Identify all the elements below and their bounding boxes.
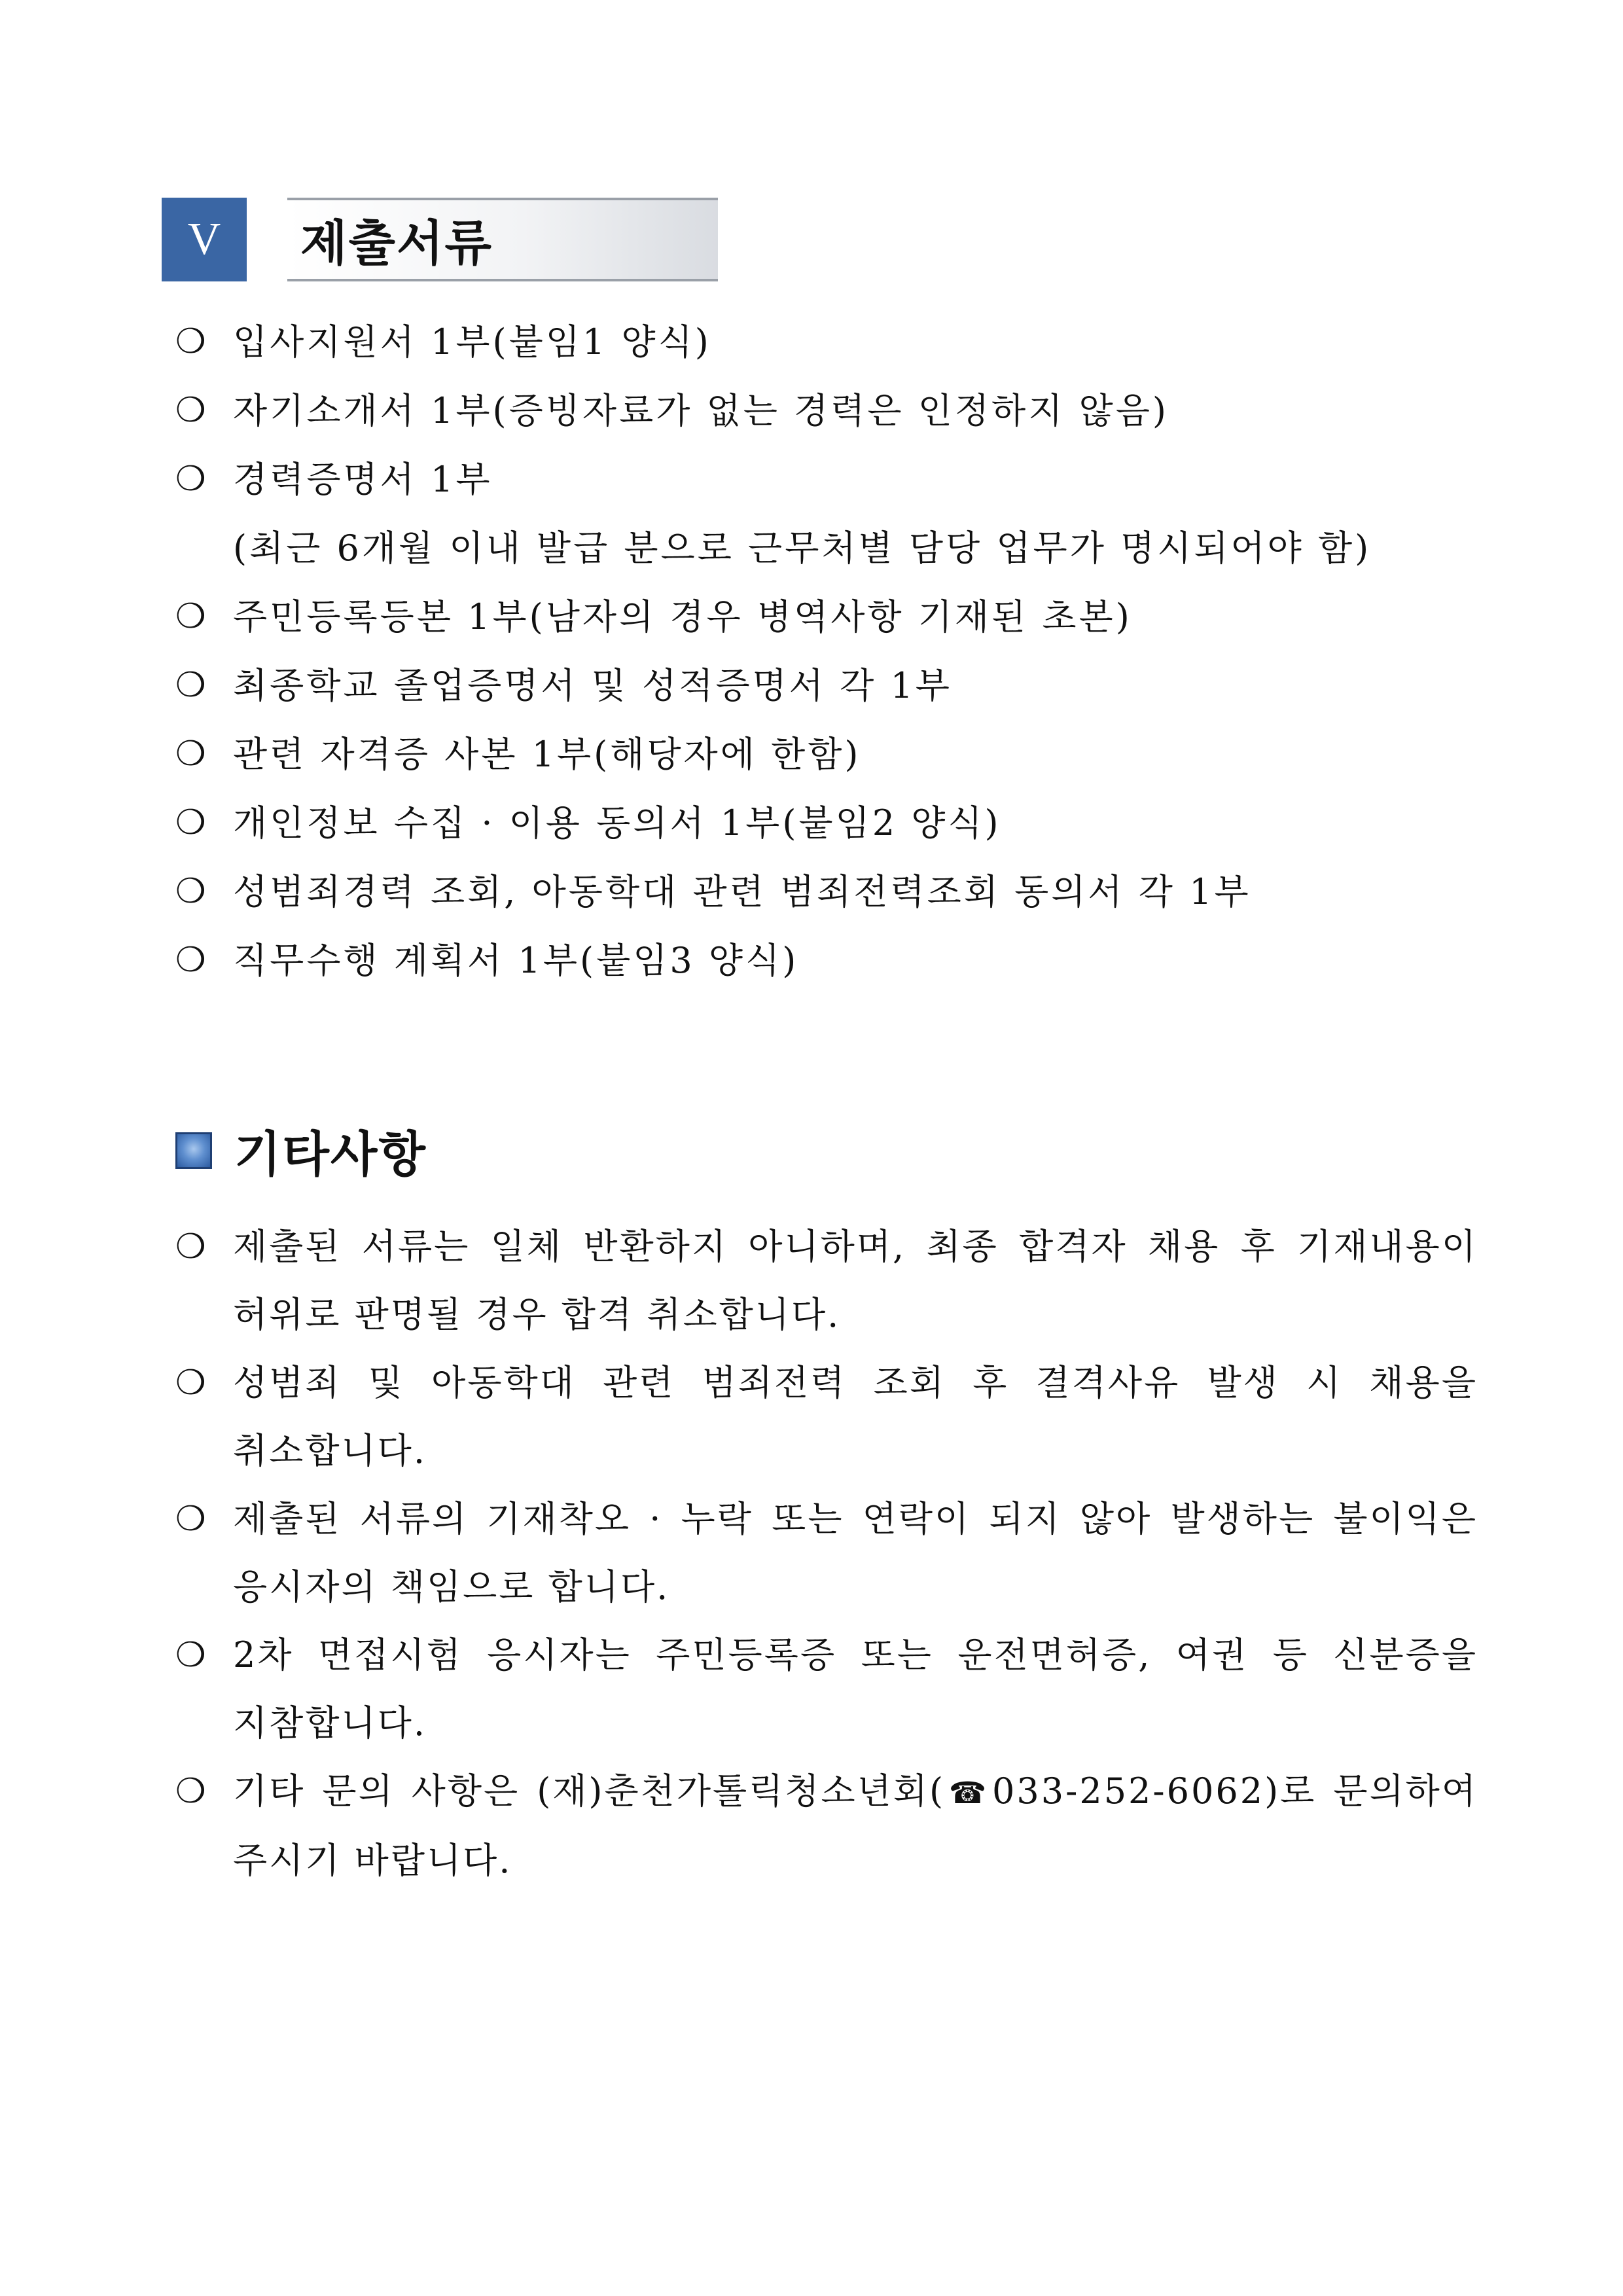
bullet-circle-icon: ❍	[175, 1772, 206, 1811]
documents-list	[175, 308, 1478, 995]
bullet-circle-icon: ❍	[175, 1363, 206, 1403]
list-item: ❍ 자기소개서 1부(증빙자료가 없는 경력은 인정하지 않음)	[175, 376, 1478, 445]
bullet-circle-icon: ❍	[175, 391, 206, 430]
bullet-circle-icon: ❍	[175, 1499, 206, 1539]
bullet-circle-icon: ❍	[175, 872, 206, 911]
misc-header	[175, 1118, 427, 1183]
list-item: ❍ 주민등록등본 1부(남자의 경우 병역사항 기재된 초본)	[175, 583, 1478, 651]
section-number-box: V	[162, 198, 247, 281]
list-item-continuation: (최근 6개월 이내 발급 분으로 근무처별 담당 업무가 명시되어야 함)	[233, 528, 1372, 569]
list-item: ❍ 최종학교 졸업증명서 및 성적증명서 각 1부	[175, 651, 1478, 720]
bullet-circle-icon: ❍	[175, 459, 206, 499]
list-item: ❍ 제출된 서류의 기재착오 · 누락 또는 연락이 되지 않아 발생하는 불이익은 응시자의 책임으로 합니다.	[175, 1485, 1478, 1621]
contact-line: 기타 문의 사항은 (재)춘천가톨릭청소년회(☎033-252-6062)로 문의하여	[233, 1770, 1478, 1812]
phone-icon: ☎	[945, 1775, 993, 1810]
bullet-circle-icon: ❍	[175, 941, 206, 980]
bullet-circle-icon: ❍	[175, 597, 206, 636]
bullet-circle-icon: ❍	[175, 1636, 206, 1675]
bullet-circle-icon: ❍	[175, 322, 206, 361]
list-item: ❍ 성범죄경력 조회, 아동학대 관련 범죄전력조회 동의서 각 1부	[175, 857, 1478, 926]
list-item: ❍ 입사지원서 1부(붙임1 양식)	[175, 308, 1478, 376]
list-item: ❍ 개인정보 수집 · 이용 동의서 1부(붙임2 양식)	[175, 789, 1478, 857]
section-title: 제출서류	[300, 215, 493, 272]
list-item-contact: ❍ 기타 문의 사항은 (재)춘천가톨릭청소년회(☎033-252-6062)로 문의하여 주시기 바랍니다.	[175, 1757, 1478, 1895]
bullet-circle-icon: ❍	[175, 803, 206, 842]
list-item: ❍ 경력증명서 1부	[175, 445, 1478, 514]
bullet-circle-icon: ❍	[175, 1227, 206, 1266]
section-header	[162, 198, 718, 281]
section-title-bar	[287, 198, 718, 281]
list-item: ❍ 직무수행 계획서 1부(붙임3 양식)	[175, 926, 1478, 995]
blue-square-icon	[175, 1132, 212, 1169]
misc-list	[175, 1213, 1478, 1895]
list-item: ❍ 2차 면접시험 응시자는 주민등록증 또는 운전면허증, 여권 등 신분증을 지참합니다.	[175, 1621, 1478, 1757]
bullet-circle-icon: ❍	[175, 666, 206, 705]
list-item: ❍ 성범죄 및 아동학대 관련 범죄전력 조회 후 결격사유 발생 시 채용을 취소합니다.	[175, 1349, 1478, 1485]
bullet-circle-icon: ❍	[175, 734, 206, 774]
list-item: ❍ 제출된 서류는 일체 반환하지 아니하며, 최종 합격자 채용 후 기재내용이 허위로 판명될 경우 합격 취소합니다.	[175, 1213, 1478, 1349]
misc-title: 기타사항	[234, 1126, 427, 1183]
list-item: ❍ 관련 자격증 사본 1부(해당자에 한함)	[175, 720, 1478, 789]
